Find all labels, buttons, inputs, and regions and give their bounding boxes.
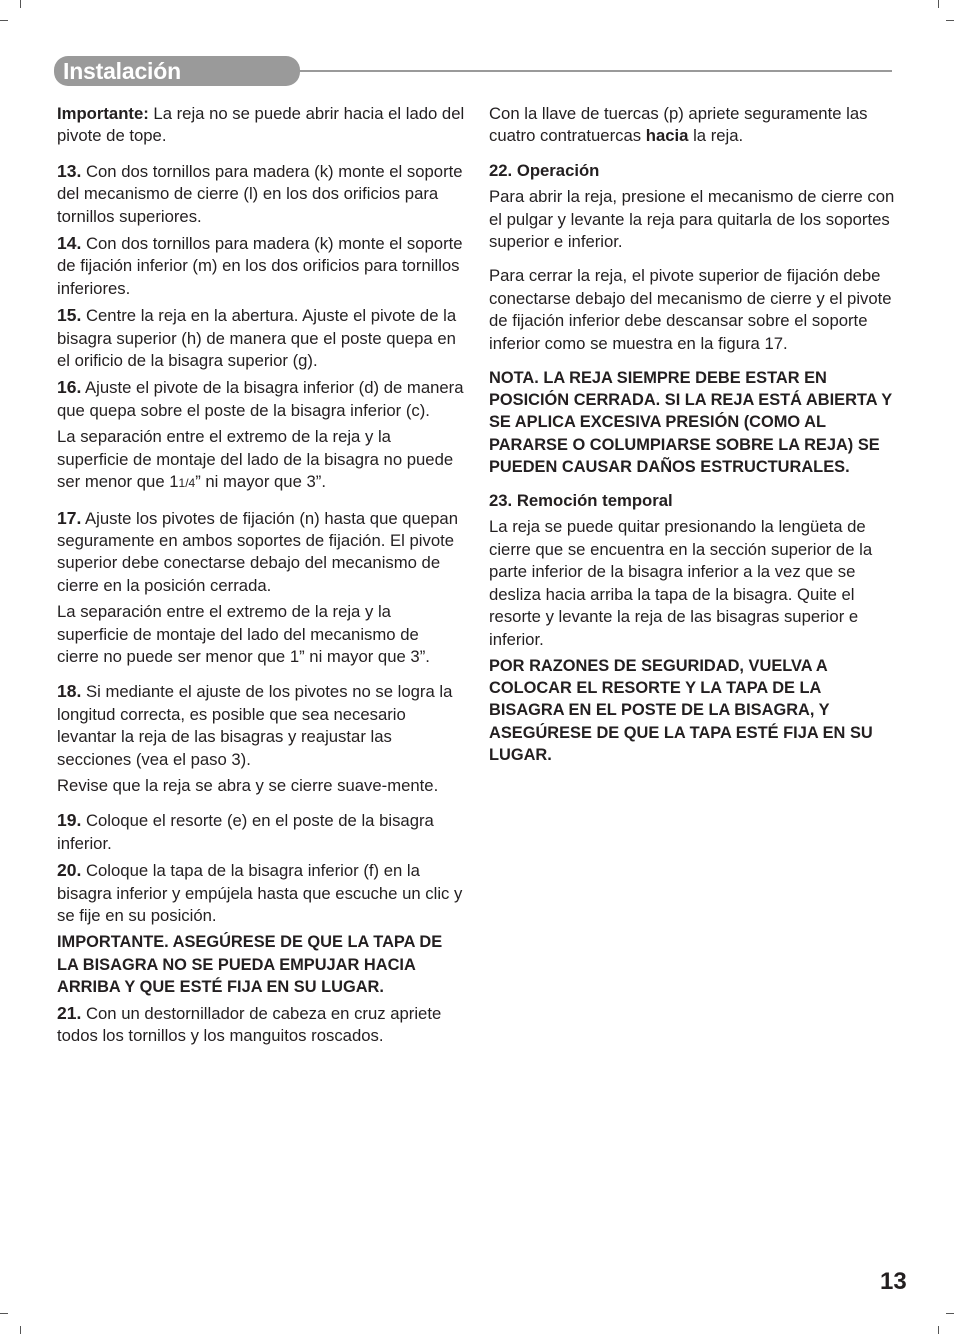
crop-mark-bottom-right-v [938, 1326, 939, 1334]
section-23-heading: 23. Remoción temporal [489, 491, 673, 511]
crop-mark-bottom-left-h [0, 1313, 8, 1314]
locknut-instruction: Con la llave de tuercas (p) apriete seguramente las cuatro contratuercas hacia la reja. [489, 104, 868, 146]
crop-mark-top-left-v [20, 0, 21, 8]
left-column [57, 103, 465, 1052]
step-17: 17. Ajuste los pivotes de fijación (n) hasta que quepan seguramente en ambos soportes de fijación. El pivote superior debe conectarse debajo del mecanismo de cierre en la posición cerrada. [57, 507, 458, 595]
header-rule [300, 70, 892, 72]
step-16: 16. Ajuste el pivote de la bisagra inferior (d) de manera que quepa sobre el poste de la bisagra inferior (c). [57, 377, 464, 420]
step-16-note: La separación entre el extremo de la reja y la superficie de montaje del lado de la bisagra no puede ser menor que 11/4” ni mayor que 3”. [57, 427, 454, 492]
crop-mark-top-right-v [938, 0, 939, 8]
important-warning: IMPORTANTE. ASEGÚRESE DE QUE LA TAPA DE LA BISAGRA NO SE PUEDA EMPUJAR HACIA ARRIBA Y QUE ESTÉ FIJA EN SU LUGAR. [57, 933, 443, 996]
page-number: 13 [880, 1268, 907, 1295]
step-20: 20. Coloque la tapa de la bisagra inferior (f) en la bisagra inferior y empújela hasta que escuche un clic y se fije en su posición. [57, 860, 463, 925]
step-14: 14. Con dos tornillos para madera (k) monte el soporte de fijación inferior (m) en los dos orificios para tornillos inferiores. [57, 233, 463, 298]
step-17-note: La separación entre el extremo de la reja y la superficie de montaje del lado del mecanismo de cierre no puede ser menor que 1” ni mayor que 3”. [57, 602, 430, 666]
step-13: 13. Con dos tornillos para madera (k) monte el soporte del mecanismo de cierre (l) en los dos orificios para tornillos superiores. [57, 160, 463, 226]
step-21: 21. Con un destornillador de cabeza en cruz apriete todos los tornillos y los manguitos roscados. [57, 1003, 442, 1046]
crop-mark-bottom-left-v [20, 1326, 21, 1334]
crop-mark-top-left-h [0, 20, 8, 21]
step-19: 19. Coloque el resorte (e) en el poste de la bisagra inferior. [57, 810, 434, 853]
right-column [489, 103, 899, 770]
section-23-text: La reja se puede quitar presionando la lengüeta de cierre que se encuentra en la sección superior de la parte inferior de la bisagra inferior a la vez que se desliza hacia arriba la tapa de la bisagra. Quite el resorte y levante la reja de las bisagras superior e inferior. [489, 517, 873, 649]
step-18-note: Revise que la reja se abra y se cierre suave-mente. [57, 775, 439, 795]
section-title: Instalación [63, 58, 181, 84]
step-15: 15. Centre la reja en la abertura. Ajuste el pivote de la bisagra superior (h) de manera que el poste quepa en el orificio de la bisagra superior (g). [57, 305, 457, 371]
section-22-heading: 22. Operación [489, 160, 600, 180]
structural-damage-note: NOTA. LA REJA SIEMPRE DEBE ESTAR EN POSICIÓN CERRADA. SI LA REJA ESTÁ ABIERTA Y SE APLICA EXCESIVA PRESIÓN (COMO AL PARARSE O COLUMPIARSE SOBRE LA REJA) SE PUEDEN CAUSAR DAÑOS ESTRUCTURALES. [489, 369, 892, 476]
step-18: 18. Si mediante el ajuste de los pivotes no se logra la longitud correcta, es posible que sea necesario levantar la reja de las bisagras y reajustar las secciones (vea el paso 3). [57, 681, 453, 769]
crop-mark-bottom-right-h [946, 1313, 954, 1314]
safety-warning: POR RAZONES DE SEGURIDAD, VUELVA A COLOCAR EL RESORTE Y LA TAPA DE LA BISAGRA EN EL POSTE DE LA BISAGRA, Y ASEGÚRESE DE QUE LA TAPA ESTÉ FIJA EN SU LUGAR. [489, 656, 873, 764]
crop-mark-top-right-h [946, 20, 954, 21]
section-22-open: Para abrir la reja, presione el mecanismo de cierre con el pulgar y levante la reja para quitarla de los soportes superior e inferior. [489, 187, 895, 252]
section-22-close: Para cerrar la reja, el pivote superior de fijación debe conectarse debajo del mecanismo de cierre y el pivote de fijación inferior debe descansar sobre el soporte inferior como se muestra en la figura 17. [489, 266, 892, 353]
important-note: Importante: La reja no se puede abrir hacia el lado del pivote de tope. [57, 104, 465, 146]
